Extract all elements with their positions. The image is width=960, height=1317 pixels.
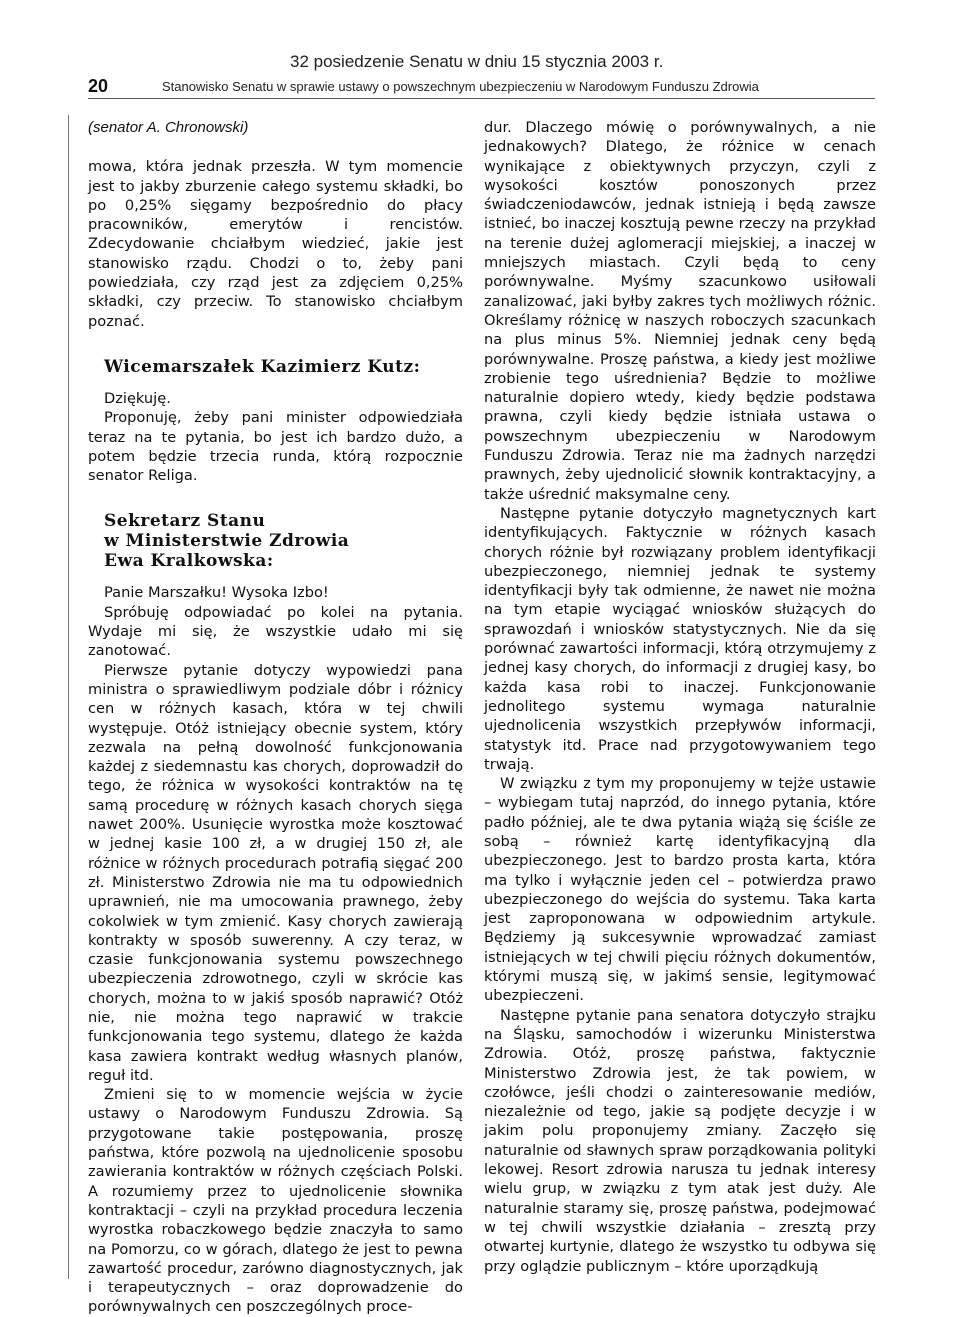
- section-title: Stanowisko Senatu w sprawie ustawy o powszechnym ubezpieczeniu w Narodowym Funduszu Zdrowia: [162, 79, 759, 94]
- session-title: 32 posiedzenie Senatu w dniu 15 stycznia 2003 r.: [290, 52, 664, 71]
- paragraph: Proponuję, żeby pani minister odpowiedziała teraz na te pytania, bo jest ich bardzo dużo, a potem będzie trzecia runda, którą rozpocznie senator Religa.: [88, 409, 463, 485]
- speaker-heading-line: Sekretarz Stanu: [104, 511, 266, 532]
- paragraph: Pierwsze pytanie dotyczy wypowiedzi pana ministra o sprawiedliwym podziale dóbr i różnicy cen w różnych kasach, która w tej chwili występuje. Otóż istniejący obecnie system, który zezwala na pełną dowolność funkcjonowania każdej z siedemnastu kas chorych, doprowadził do tego, że różnica w wysokości kontraktów na tę samą procedurę w różnych kasach chorych sięga nawet 200%. Usunięcie wyrostka może kosztować w jednej kasie 100 zł, a w drugiej 150 zł, ale różnice w różnych procedurach potrafią sięgać 200 zł. Ministerstwo Zdrowia nie ma tu odpowiednich uprawnień, nie ma umocowania prawnego, żeby cokolwiek w tym zmienić. Kasy chorych zawierają kontrakty w sposób suwerenny. A czy teraz, w czasie funkcjonowania systemu powszechnego ubezpieczenia zdrowotnego, czyli w skrócie kas chorych, można to w jakiś sposób naprawić? Otóż nie, nie można tego naprawić w trakcie funkcjonowania tego systemu, dlatego że każda kasa zawiera kontrakt według własnych planów, reguł itd.: [88, 661, 463, 1084]
- left-column: [88, 118, 463, 1317]
- paragraph: Następne pytanie pana senatora dotyczyło strajku na Śląsku, samochodów i wizerunku Ministerstwa Zdrowia. Otóż, proszę państwa, faktycznie Ministerstwo Zdrowia jest, że tak powiem, w czołówce, jeśli chodzi o zainteresowanie mediów, niezależnie od tego, jakie są podjęte decyzje i w jakim polu proponujemy zmiany. Zaczęło się naturalnie od sławnych spraw porządkowania polityki lekowej. Resort zdrowia narusza tu jednak interesy wielu grup, w związku z tym atak jest duży. Ale naturalnie staramy się, proszę państwa, podejmować w tej chwili wszystkie działania – zresztą przy otwartej kurtynie, dlatego że wszystko tu odbywa się przy oglądzie publicznym – które uporządkują: [484, 1006, 876, 1275]
- speaker-heading-line: Ewa Kralkowska:: [104, 551, 274, 572]
- paragraph: Dziękuję.: [104, 389, 171, 407]
- paragraph: Spróbuję odpowiadać po kolei na pytania. Wydaje mi się, że wszystkie udało mi się zanotować.: [88, 603, 463, 660]
- page-number: 20: [88, 76, 109, 96]
- speaker-heading-kralkowska: [104, 511, 463, 571]
- speaker-note: (senator A. Chronowski): [88, 119, 249, 136]
- speaker-heading-kutz: Wicemarszałek Kazimierz Kutz:: [104, 356, 421, 377]
- paragraph: Panie Marszałku! Wysoka Izbo!: [104, 584, 329, 602]
- paragraph: dur. Dlaczego mówię o porównywalnych, a nie jednakowych? Dlatego, że różnice w cenach wynikające z obiektywnych przyczyn, czyli z wysokości kosztów ponoszonych przez świadczeniodawców, jednak istnieją i będą zawsze istnieć, bo inaczej kosztują pewne rzeczy na przykład na terenie dużej aglomeracji miejskiej, a inaczej w mniejszych miastach. Czyli będą to ceny porównywalne. Myśmy szacunkowo usiłowali zanalizować, jaki byłby zakres tych możliwych różnic. Określamy różnicę w naszych roboczych szacunkach na plus minus 5%. Niemniej jednak ceny będą porównywalne. Proszę państwa, a kiedy jest możliwe zrobienie tego uśrednienia? Będzie to możliwe naturalnie dopiero wtedy, kiedy będzie podstawa prawna, czyli kiedy będzie istniała ustawa o powszechnym ubezpieczeniu w Narodowym Funduszu Zdrowia. Teraz nie ma żadnych narzędzi prawnych, żeby ujednolicić słownik kontraktacyjny, a także uśrednić maksymalne ceny.: [484, 119, 876, 503]
- paragraph: W związku z tym my proponujemy w tejże ustawie – wybiegam tutaj naprzód, do innego pytania, które padło później, ale te dwa pytania wiążą się ściśle ze sobą – również kartę identyfikacyjną dla ubezpieczonego. Jest to bardzo prosta karta, która ma tylko i wyłącznie jeden cel – potwierdza prawo ubezpieczonego do wejścia do systemu. Taka karta jest zaproponowana w odpowiednim artykule. Będziemy ją sukcesywnie wprowadzać zamiast istniejących w tej chwili pięciu różnych dokumentów, którymi muszą się, w jakimś sensie, legitymować ubezpieczeni.: [484, 775, 876, 1005]
- intro-paragraph: mowa, która jednak przeszła. W tym momencie jest to jakby zburzenie całego systemu składki, bo po 0,25% sięgamy bezpośrednio do płacy pracowników, emerytów i rencistów. Zdecydowanie chciałbym wiedzieć, jakie jest stanowisko rządu. Chodzi o to, żeby pani powiedziała, czy rząd jest za zdjęciem 0,25% składki, czy przeciw. To stanowisko chciałbym poznać.: [88, 158, 463, 330]
- paragraph: Zmieni się to w momencie wejścia w życie ustawy o Narodowym Funduszu Zdrowia. Są przygotowane takie postępowania, proszę państwa, które pozwolą na ujednolicenie sposobu zawierania kontraktów w różnych częściach Polski. A rozumiemy przez to ujednolicenie słownika kontraktacji – czyli na przykład procedura leczenia wyrostka robaczkowego będzie znaczyła to samo na Pomorzu, co w górach, dlatego że jest to pewna zawartość procedur, zarówno diagnostycznych, jak i terapeutycznych – oraz doprowadzenie do porównywalnych cen poszczególnych proce-: [88, 1086, 463, 1316]
- page-header: [0, 0, 960, 100]
- speaker-heading-line: w Ministerstwie Zdrowia: [104, 531, 350, 552]
- right-column: [484, 118, 876, 1276]
- header-divider: [88, 98, 875, 99]
- margin-rule: [68, 115, 69, 1279]
- paragraph: Następne pytanie dotyczyło magnetycznych kart identyfikujących. Faktycznie w różnych kasach chorych różnie był rozwiązany problem identyfikacji ubezpieczonego, niemniej jednak te systemy identyfikacji były tak odmienne, że nawet nie można na tym etapie wyciągać wniosków służących do sprawozdań i wniosków statystycznych. Nie da się porównać zawartości informacji, którą otrzymujemy z jednej kasy chorych, do informacji z drugiej kasy, bo każda kasa robi to inaczej. Funkcjonowanie jednolitego systemu wymaga naturalnie ujednolicenia wszystkich przepływów informacji, statystyk itd. Prace nad przygotowywaniem tego trwają.: [484, 504, 876, 773]
